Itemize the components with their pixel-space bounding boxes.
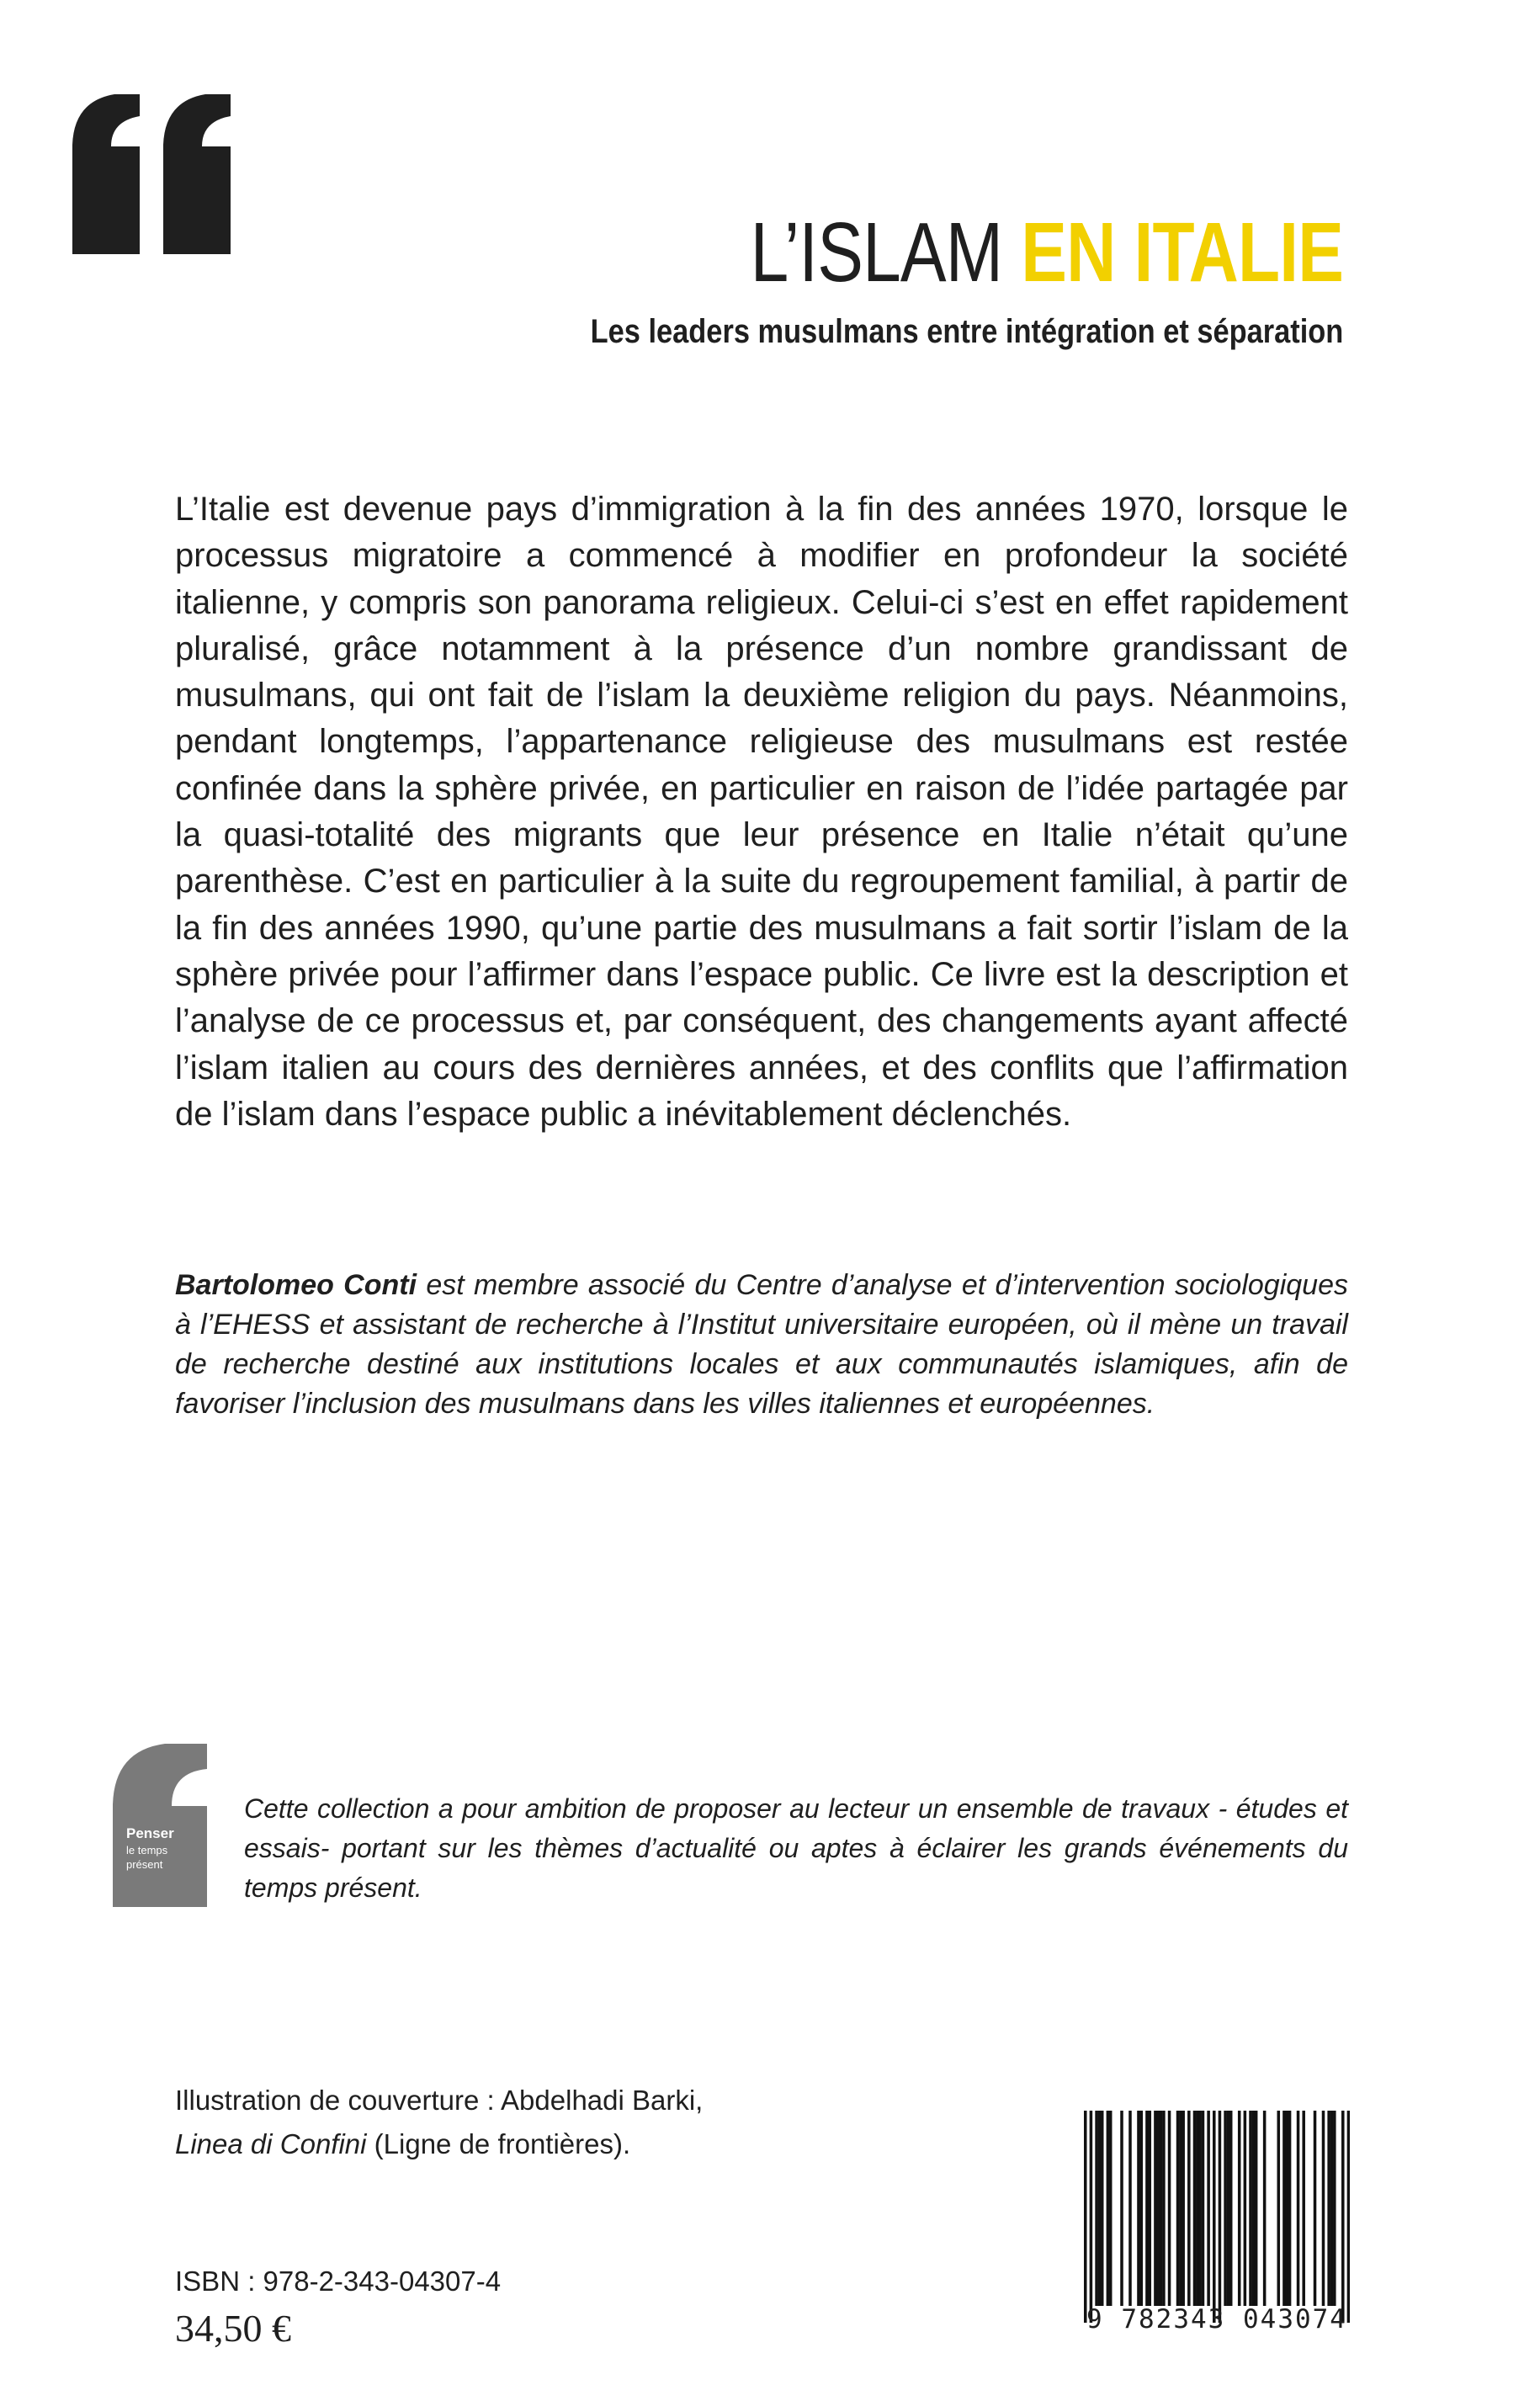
- book-subtitle: Les leaders musulmans entre intégration et séparation: [590, 313, 1343, 350]
- barcode-bar: [1277, 2111, 1281, 2306]
- barcode-bar: [1347, 2111, 1350, 2323]
- barcode-bar: [1255, 2111, 1258, 2306]
- author-bio: [175, 1266, 1348, 1424]
- collection-description: Cette collection a pour ambition de proposer au lecteur un ensemble de travaux - études et essais- portant sur les thèmes d’actualité ou aptes à éclairer les grands événements du temps présent.: [244, 1793, 1348, 1903]
- barcode-bar: [1207, 2111, 1210, 2306]
- price: 34,50 €: [175, 2307, 291, 2350]
- barcode-bar: [1238, 2111, 1241, 2306]
- barcode-bar: [1282, 2111, 1286, 2306]
- barcode-bar: [1302, 2111, 1305, 2306]
- barcode-bar: [1263, 2111, 1267, 2306]
- barcode-bar: [1162, 2111, 1166, 2306]
- barcode-bar: [1176, 2111, 1180, 2306]
- author-bio-text: est membre associé du Centre d’analyse et d’intervention sociologiques à l’EHESS et assistant de recherche à l’Institut universitaire européen, où il mène un travail de recherche destiné aux institutions locales et aux communautés islamiques, afin de favoriser l’inclusion des musulmans dans les villes italiennes et européennes.: [175, 1269, 1348, 1420]
- barcode-bar: [1288, 2111, 1292, 2306]
- barcode-bar: [1137, 2111, 1140, 2306]
- double-quote-icon: [72, 94, 241, 254]
- barcode-bar: [1198, 2111, 1202, 2306]
- collection-logo-line2: le temps: [126, 1844, 168, 1856]
- barcode-bar: [1160, 2111, 1163, 2306]
- book-description: L’Italie est devenue pays d’immigration à la fin des années 1970, lorsque le processus migratoire a commencé à modifier en profondeur la société italienne, y compris son panorama religieux. Celui-ci s’est en effet rapidement pluralisé, grâce notamment à la présence d’un nombre grandissant de musulmans, qui ont fait de l’islam la deuxième religion du pays. Néanmoins, pendant longtemps, l’appartenance religieuse des musulmans est restée confinée dans la sphère privée, en particulier en raison de l’idée partagée par la quasi-totalité des migrants que leur présence en Italie n’était qu’une parenthèse. C’est en particulier à la suite du regroupement familial, à partir de la fin des années 1990, qu’une partie des musulmans a fait sortir l’islam de la sphère privée pour l’affirmer dans l’espace public. Ce livre est la description et l’analyse de ce processus et, par conséquent, des changements ayant affecté l’islam italien au cours des dernières années, et des conflits que l’affirmation de l’islam dans l’espace public a inévitablement déclenchés.: [175, 491, 1348, 1133]
- barcode-bar: [1249, 2111, 1252, 2306]
- barcode-bar: [1098, 2111, 1102, 2306]
- barcode-bar: [1156, 2111, 1160, 2306]
- barcode-bar: [1193, 2111, 1197, 2306]
- collection-logo: [113, 1744, 207, 1907]
- cover-credit: [175, 2079, 703, 2166]
- cover-credit-line2: [175, 2122, 703, 2166]
- isbn: ISBN : 978-2-343-04307-4: [175, 2265, 502, 2297]
- collection-logo-line3: présent: [126, 1858, 163, 1871]
- cover-credit-line1: Illustration de couverture : Abdelhadi Barki,: [175, 2085, 704, 2116]
- collection-logo-line1: Penser: [126, 1825, 174, 1841]
- barcode-bar: [1090, 2111, 1093, 2323]
- barcode-bar: [1145, 2111, 1149, 2306]
- barcode-bar: [1101, 2111, 1104, 2306]
- barcode-bar: [1095, 2111, 1098, 2306]
- barcode-bar: [1322, 2111, 1325, 2306]
- barcode-bar: [1314, 2111, 1317, 2306]
- barcode-bar: [1327, 2111, 1330, 2306]
- book-title-part1: L’ISLAM: [750, 205, 1022, 300]
- barcode-bar: [1140, 2111, 1144, 2306]
- barcode-bar: [1341, 2111, 1345, 2323]
- barcode-bar: [1084, 2111, 1087, 2323]
- barcode-bar: [1219, 2111, 1222, 2323]
- barcode-number: 9 782343 043074: [1086, 2304, 1347, 2335]
- barcode-bar: [1229, 2111, 1233, 2306]
- author-name: Bartolomeo Conti: [175, 1269, 417, 1301]
- barcode-bar: [1244, 2111, 1247, 2306]
- barcode-bar: [1285, 2111, 1288, 2306]
- book-title: [750, 205, 1343, 300]
- barcode-bar: [1128, 2111, 1132, 2306]
- artwork-translation: (Ligne de frontières).: [366, 2128, 631, 2159]
- barcode-bar: [1107, 2111, 1110, 2306]
- barcode-bar: [1182, 2111, 1185, 2306]
- barcode-bar: [1196, 2111, 1199, 2306]
- barcode: [1084, 2111, 1350, 2323]
- barcode-bar: [1333, 2111, 1336, 2306]
- barcode-bar: [1168, 2111, 1171, 2306]
- barcode-bar: [1187, 2111, 1191, 2306]
- barcode-bar: [1252, 2111, 1256, 2306]
- barcode-bar: [1202, 2111, 1205, 2306]
- barcode-bar: [1330, 2111, 1334, 2306]
- barcode-bar: [1179, 2111, 1182, 2306]
- barcode-bar: [1120, 2111, 1123, 2306]
- barcode-bar: [1109, 2111, 1113, 2306]
- barcode-bar: [1297, 2111, 1300, 2306]
- book-title-part2: EN ITALIE: [1021, 205, 1343, 300]
- barcode-bar: [1154, 2111, 1157, 2306]
- artwork-title: Linea di Confini: [175, 2128, 367, 2159]
- barcode-bar: [1213, 2111, 1216, 2323]
- barcode-bar: [1227, 2111, 1230, 2306]
- barcode-bar: [1224, 2111, 1227, 2306]
- barcode-bar: [1149, 2111, 1152, 2306]
